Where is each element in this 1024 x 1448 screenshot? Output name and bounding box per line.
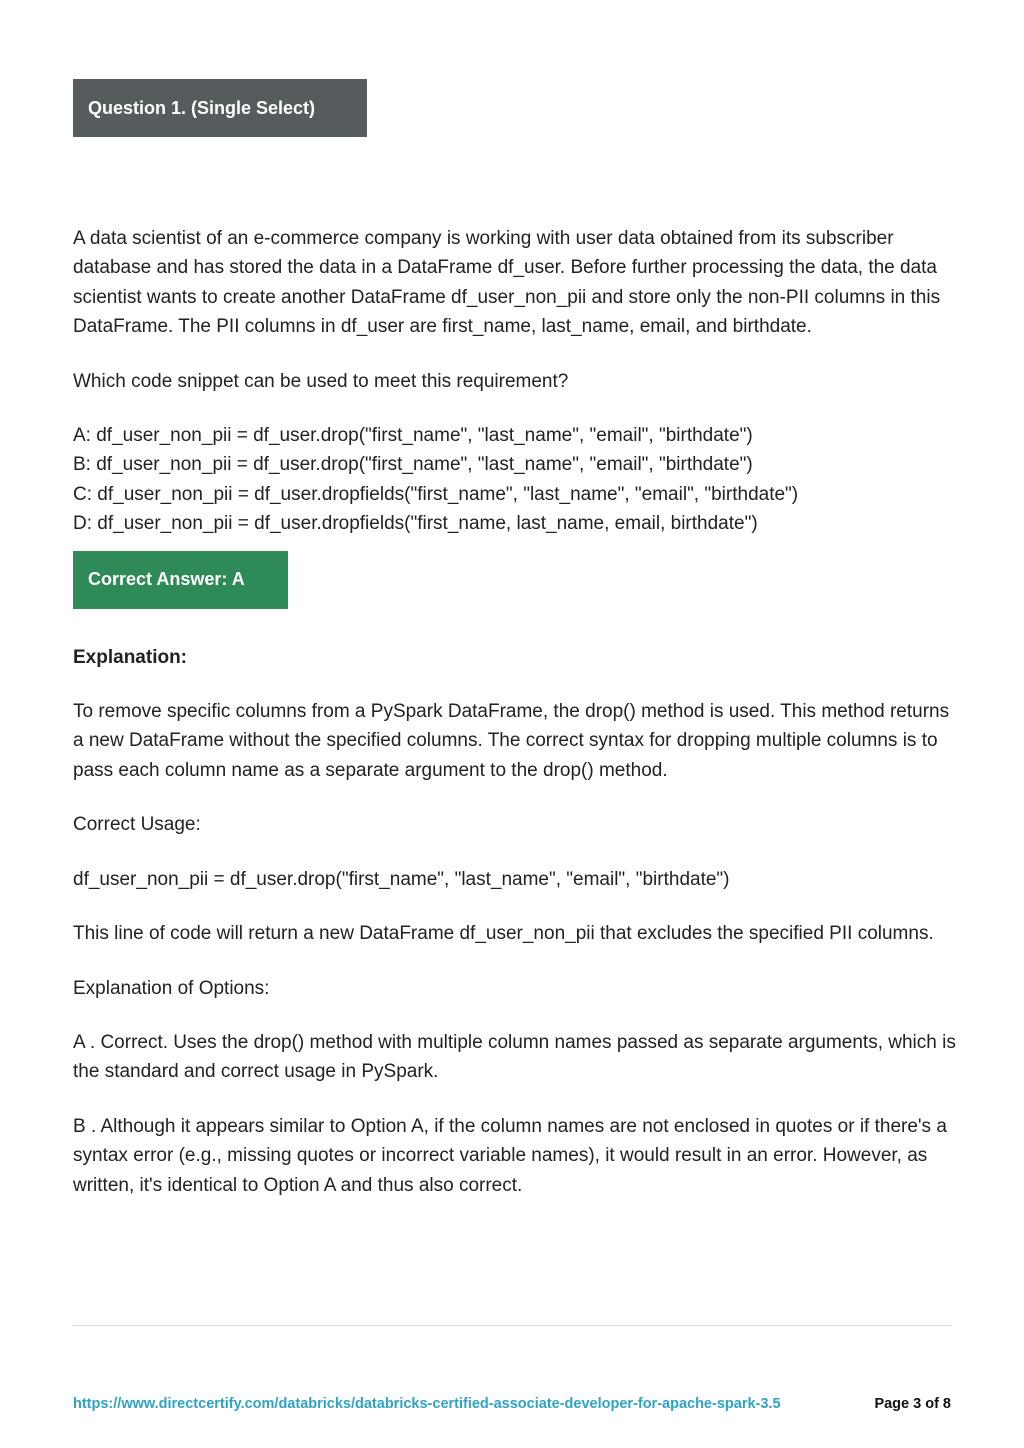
footer-divider [73, 1325, 951, 1326]
explanation-result: This line of code will return a new DataFrame df_user_non_pii that excludes the specified PII columns. [73, 923, 934, 945]
usage-code: df_user_non_pii = df_user.drop("first_name", "last_name", "email", "birthdate") [73, 868, 730, 890]
option-d: D: df_user_non_pii = df_user.dropfields("first_name, last_name, email, birthdate") [73, 513, 758, 535]
answer-options [73, 421, 963, 539]
option-c: C: df_user_non_pii = df_user.dropfields("first_name", "last_name", "email", "birthdate") [73, 483, 799, 505]
explanation-intro: To remove specific columns from a PySpark DataFrame, the drop() method is used. This method returns a new DataFrame without the specified columns. The correct syntax for dropping multiple columns is to pass each column name as a separate argument to the drop() method. [73, 701, 950, 781]
option-a-explanation: A . Correct. Uses the drop() method with multiple column names passed as separate arguments, which is the standard and correct usage in PySpark. [73, 1031, 956, 1083]
option-a: A: df_user_non_pii = df_user.drop("first_name", "last_name", "email", "birthdate") [73, 425, 753, 447]
option-b: B: df_user_non_pii = df_user.drop("first_name", "last_name", "email", "birthdate") [73, 454, 753, 476]
usage-label: Correct Usage: [73, 814, 201, 836]
explanation-title: Explanation: [73, 646, 188, 668]
source-link[interactable]: https://www.directcertify.com/databricks/databricks-certified-associate-developer-for-apache-spark-3.5 [73, 1396, 781, 1412]
page-number: Page 3 of 8 [874, 1396, 951, 1412]
correct-answer-badge: Correct Answer: A [73, 551, 288, 609]
option-b-explanation: B . Although it appears similar to Option A, if the column names are not enclosed in quotes or if there's a syntax error (e.g., missing quotes or incorrect variable names), it would result in an error. However, as written, it's identical to Option A and thus also correct. [73, 1115, 947, 1196]
options-label: Explanation of Options: [73, 977, 270, 999]
page-content [73, 224, 963, 1200]
question-text: A data scientist of an e-commerce company is working with user data obtained from its subscriber database and has stored the data in a DataFrame df_user. Before further processing the data, the data scientist wants to create another DataFrame df_user_non_pii and store only the non-PII columns in this DataFrame. The PII columns in df_user are first_name, last_name, email, and birthdate. [73, 228, 941, 338]
question-badge: Question 1. (Single Select) [73, 79, 367, 137]
question-prompt: Which code snippet can be used to meet this requirement? [73, 370, 569, 392]
